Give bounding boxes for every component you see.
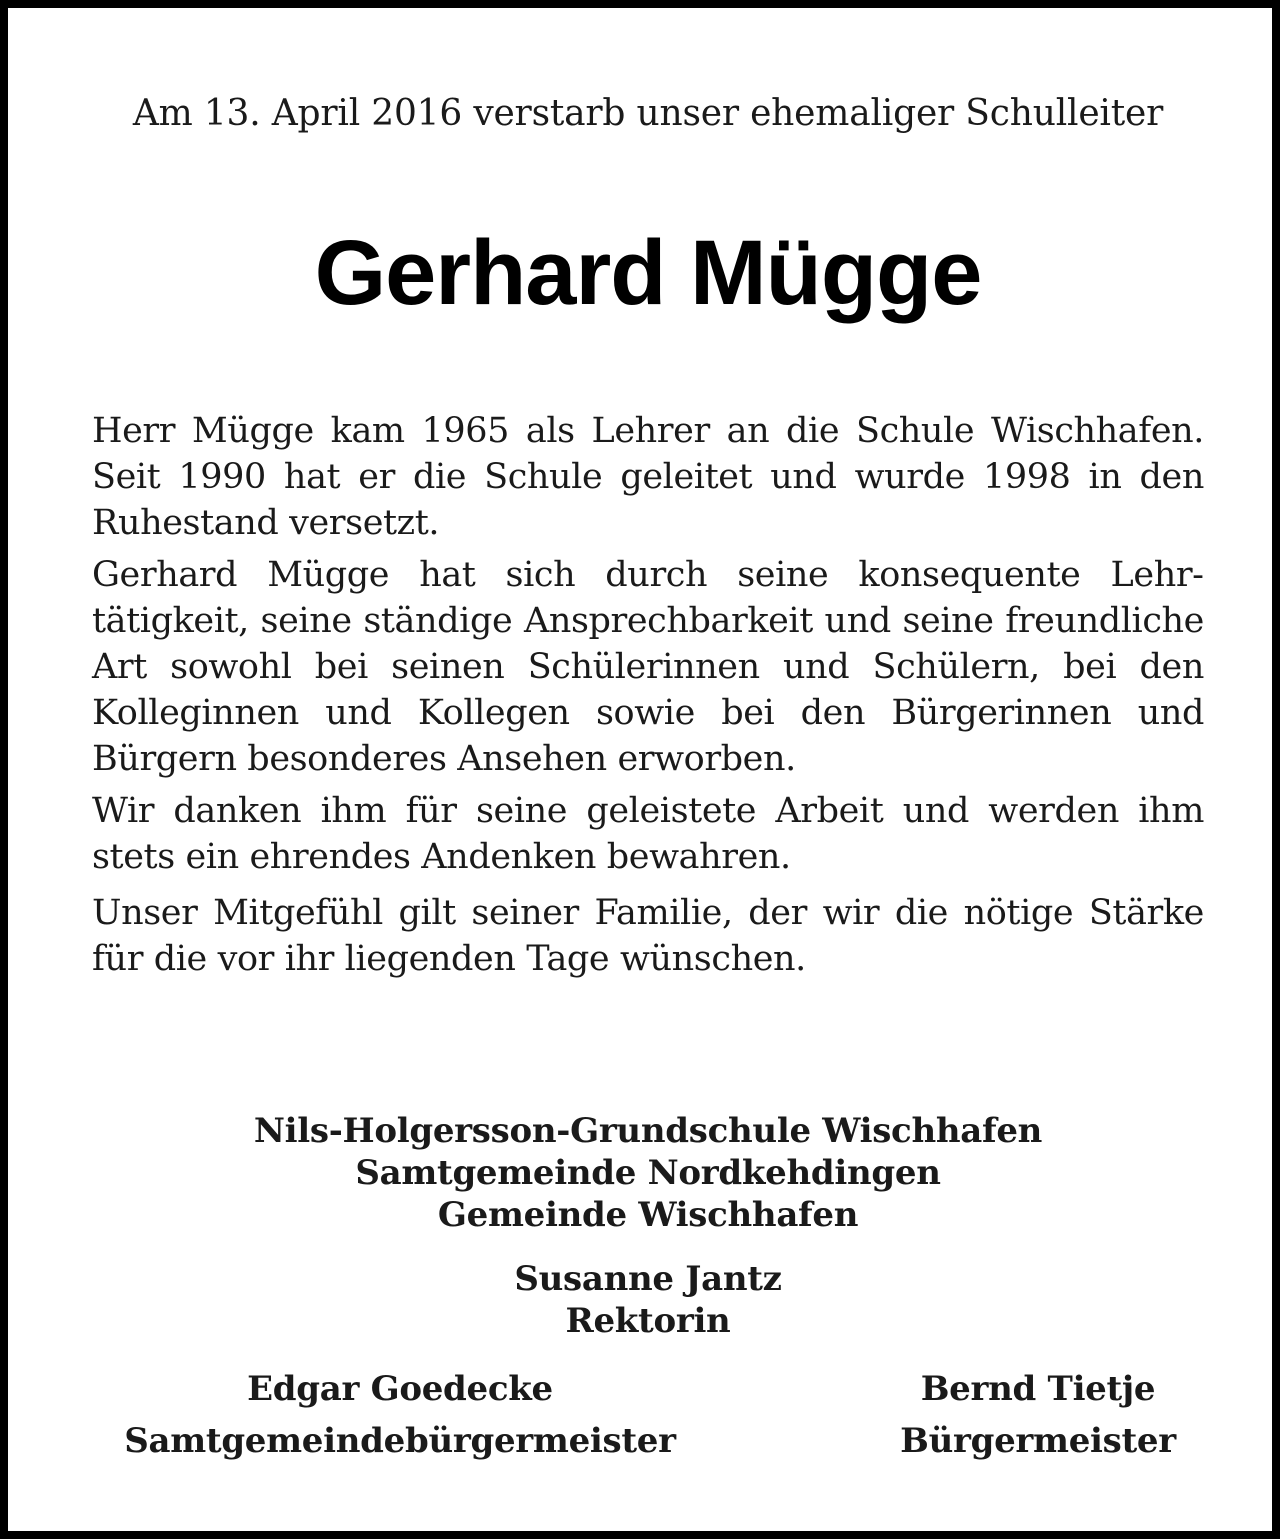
signer-right — [888, 1363, 1188, 1467]
deceased-name: Gerhard Mügge — [314, 222, 982, 324]
organization-list — [8, 1110, 1280, 1236]
organization-gemeinde: Gemeinde Wischhafen — [437, 1195, 859, 1235]
paragraph-condolence: Unser Mitgefühl gilt seiner Familie, der wir die nötige Stärke für die vor ihr liegenden Tage wünschen. — [92, 893, 1204, 979]
obituary-body — [92, 408, 1204, 988]
signer-right-title: Bürgermeister — [900, 1421, 1176, 1461]
signer-right-name: Bernd Tietje — [920, 1369, 1156, 1409]
rector-signature — [8, 1258, 1280, 1342]
signer-left — [108, 1363, 692, 1467]
organization-samtgemeinde: Samtgemeinde Nordkehdingen — [355, 1153, 941, 1193]
rector-title: Rektorin — [565, 1301, 731, 1341]
signature-block — [8, 1110, 1280, 1342]
paragraph-career: Herr Mügge kam 1965 als Lehrer an die Schule Wischhafen. Seit 1990 hat er die Schule geleitet und wurde 1998 in den Ruhestand versetzt. — [92, 411, 1204, 543]
intro-line: Am 13. April 2016 verstarb unser ehemaliger Schulleiter — [132, 93, 1164, 134]
paragraph-character: Gerhard Mügge hat sich durch seine konsequente Lehrtätigkeit, seine ständige Ansprechbarkeit und seine freundliche Art sowohl bei seinen Schülerinnen und Schülern, bei den Kolleginnen und Kollegen sowie bei den Bürgerinnen und Bürgern besonderes Ansehen erworben. — [92, 555, 1204, 779]
signer-left-name: Edgar Goedecke — [247, 1369, 553, 1409]
organization-school: Nils-Holgersson-Grundschule Wischhafen — [253, 1111, 1043, 1151]
paragraph-thanks: Wir danken ihm für seine geleistete Arbeit und werden ihm stets ein ehrendes Andenken bewahren. — [92, 791, 1204, 877]
signer-left-title: Samtgemeindebürgermeister — [124, 1421, 676, 1461]
rector-name: Susanne Jantz — [514, 1259, 782, 1299]
